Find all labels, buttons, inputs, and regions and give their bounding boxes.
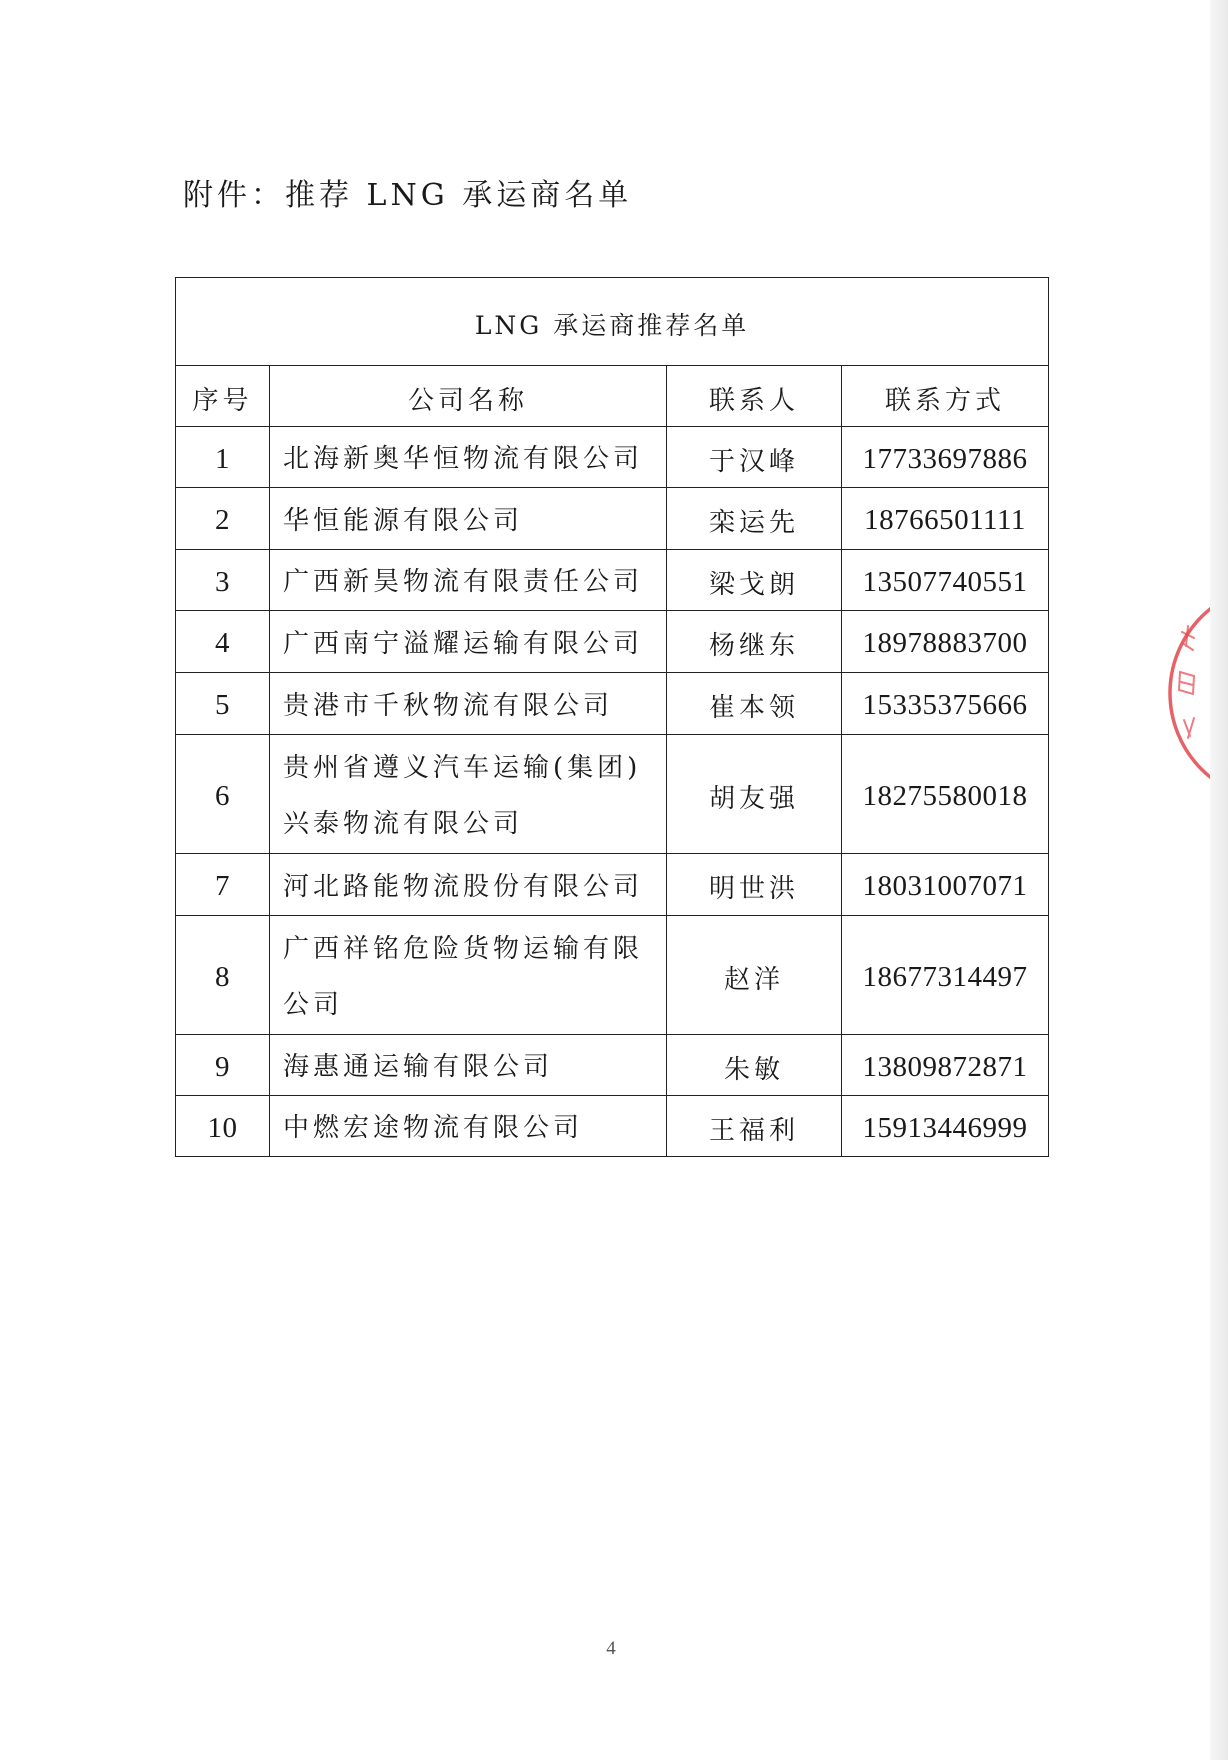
contact-person: 栾运先: [667, 488, 842, 550]
row-number: 5: [176, 673, 270, 735]
company-name-line: 河北路能物流股份有限公司: [283, 871, 644, 902]
company-name-line: 贵港市千秋物流有限公司: [283, 690, 614, 721]
company-name: [270, 1096, 667, 1157]
row-number: 3: [176, 550, 270, 611]
company-name: [270, 916, 667, 1035]
phone-number: 18677314497: [842, 916, 1049, 1035]
table-row: [176, 427, 1049, 488]
company-name-line: 广西新昊物流有限责任公司: [283, 567, 644, 597]
row-number: 7: [176, 854, 270, 916]
company-name-line: 中燃宏途物流有限公司: [283, 1113, 584, 1143]
company-name: [270, 673, 667, 735]
table-row: [176, 1096, 1049, 1157]
company-name: [270, 427, 667, 488]
company-name: [270, 550, 667, 611]
red-seal-stamp: [1160, 560, 1210, 830]
phone-number: 17733697886: [842, 427, 1049, 488]
table-title-row: [176, 278, 1049, 366]
row-number: 8: [176, 916, 270, 1035]
contact-person: 崔本领: [667, 673, 842, 735]
phone-number: 15913446999: [842, 1096, 1049, 1157]
company-name-line: 公司: [283, 990, 344, 1020]
company-name-line: 广西祥铭危险货物运输有限: [283, 934, 644, 964]
phone-number: 15335375666: [842, 673, 1049, 735]
company-name-line: 北海新奥华恒物流有限公司: [283, 444, 644, 474]
company-name: [270, 488, 667, 550]
contact-person: 明世洪: [667, 854, 842, 916]
header-company: 公司名称: [270, 366, 667, 427]
company-name: [270, 735, 667, 854]
phone-number: 13507740551: [842, 550, 1049, 611]
row-number: 9: [176, 1035, 270, 1096]
company-name-line: 广西南宁溢耀运输有限公司: [283, 628, 644, 659]
row-number: 4: [176, 611, 270, 673]
row-number: 1: [176, 427, 270, 488]
company-name: [270, 854, 667, 916]
contact-person: 梁戈朗: [667, 550, 842, 611]
header-no: 序号: [176, 366, 270, 427]
company-name: [270, 611, 667, 673]
table-row: [176, 1035, 1049, 1096]
table-header-row: [176, 366, 1049, 427]
header-phone: 联系方式: [842, 366, 1049, 427]
row-number: 2: [176, 488, 270, 550]
phone-number: 13809872871: [842, 1035, 1049, 1096]
company-name-line: 兴泰物流有限公司: [283, 809, 524, 839]
table-row: [176, 735, 1049, 854]
header-contact: 联系人: [667, 366, 842, 427]
table-row: [176, 854, 1049, 916]
company-name-line: 贵州省遵义汽车运输(集团): [283, 753, 642, 783]
contact-person: 于汉峰: [667, 427, 842, 488]
phone-number: 18978883700: [842, 611, 1049, 673]
row-number: 10: [176, 1096, 270, 1157]
carrier-table: [175, 277, 1049, 1157]
table-row: [176, 611, 1049, 673]
phone-number: 18766501111: [842, 488, 1049, 550]
table-row: [176, 550, 1049, 611]
row-number: 6: [176, 735, 270, 854]
table-row: [176, 916, 1049, 1035]
page-number: 4: [606, 1638, 616, 1659]
company-name-line: 华恒能源有限公司: [283, 505, 524, 536]
attachment-title: 附件：推荐 LNG 承运商名单: [183, 178, 633, 213]
company-name: [270, 1035, 667, 1096]
company-name-line: 海惠通运输有限公司: [283, 1052, 554, 1082]
contact-person: 胡友强: [667, 735, 842, 854]
table-title: LNG 承运商推荐名单: [176, 278, 1049, 366]
scan-edge: [1210, 0, 1228, 1760]
table-row: [176, 673, 1049, 735]
contact-person: 朱敏: [667, 1035, 842, 1096]
table-row: [176, 488, 1049, 550]
contact-person: 赵洋: [667, 916, 842, 1035]
contact-person: 王福利: [667, 1096, 842, 1157]
phone-number: 18275580018: [842, 735, 1049, 854]
phone-number: 18031007071: [842, 854, 1049, 916]
contact-person: 杨继东: [667, 611, 842, 673]
